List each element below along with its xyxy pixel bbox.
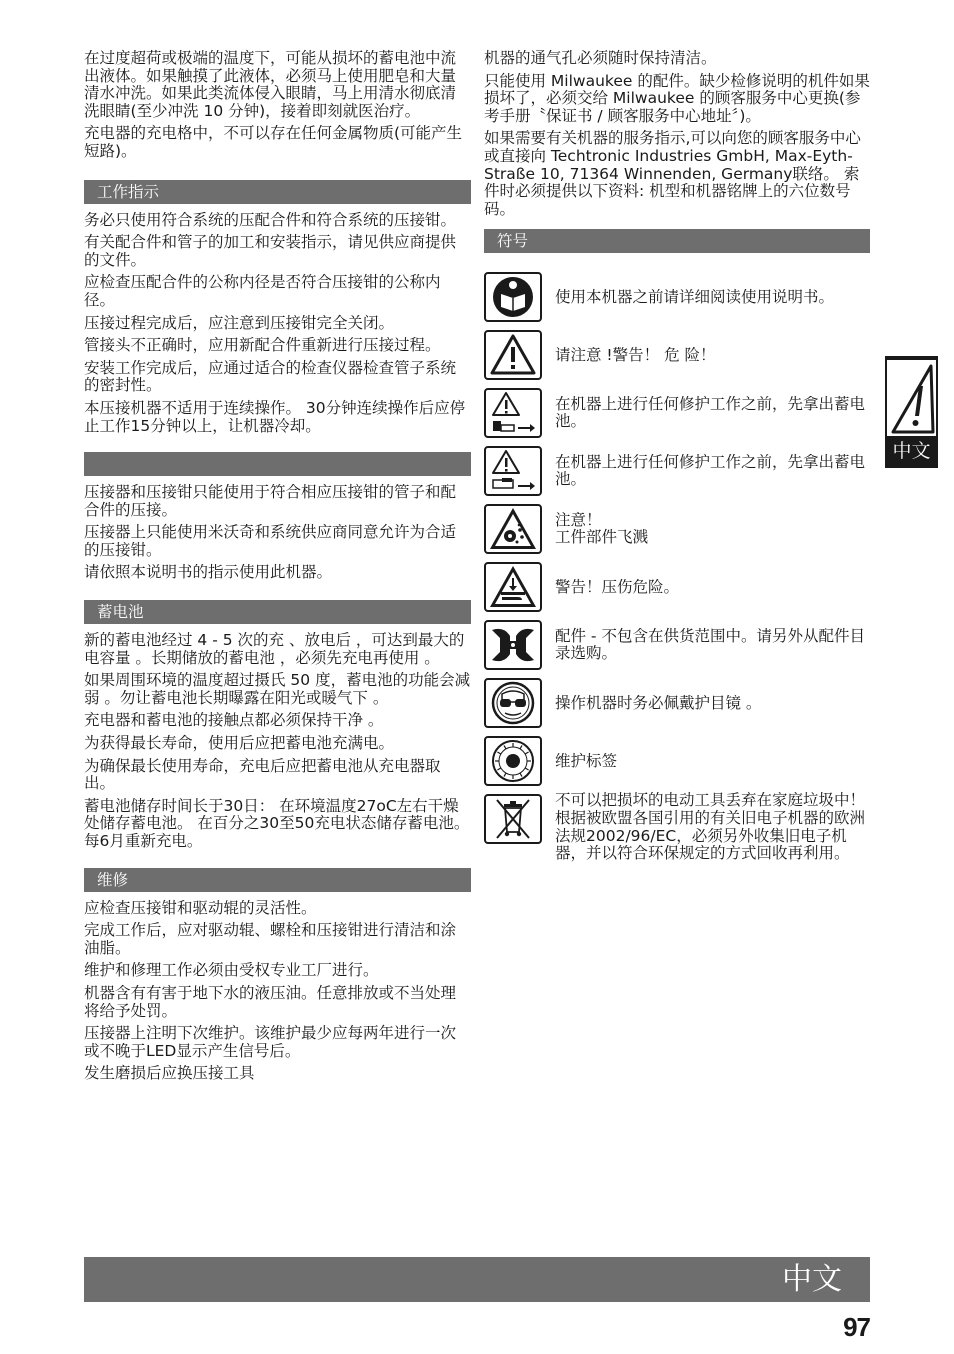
paragraph: 在过度超荷或极端的温度下，可能从损坏的蓄电池中流出液体。如果触摸了此液体，必须马上使用肥皂和大量清水冲洗。如果此类流体侵入眼睛，马上用清水彻底清洗眼睛(至少冲洗 10 分钟)，接着即刻就医治疗。 (84, 49, 457, 120)
paragraph: 如果需要有关机器的服务指示,可以向您的顾客服务中心或直接向 Techtronic Industries GmbH, Max-Eyth-Straße 10, 71364 Winnenden, Germany联络。 索件时必须提供以下资料: 机型和机器铭牌上的六位数号码。 (484, 129, 861, 218)
left-column (84, 50, 471, 1088)
page-number: 97 (843, 1312, 870, 1342)
paragraph: 如果周围环境的温度超过摄氏 50 度，蓄电池的功能会减弱 。勿让蓄电池长期曝露在阳光或暖气下 。 (84, 671, 471, 707)
paragraph: 压接器上只能使用米沃奇和系统供应商同意允许为合适的压接钳。 (84, 523, 457, 559)
paragraph: 应检查压接钳和驱动辊的灵活性。 (84, 898, 317, 917)
paragraph: 安装工作完成后，应通过适合的检查仪器检查管子系统的密封性。 (84, 358, 457, 395)
paragraph: 机器的通气孔必须随时保持清洁。 (484, 49, 717, 67)
paragraph: 蓄电池储存时间长于30日： 在环境温度27oC左右干燥处储存蓄电池。 在百分之30至50充电状态储存蓄电池。 每6月重新充电。 (84, 796, 470, 850)
section-header-battery: 蓄电池 (84, 600, 471, 624)
flying-parts-icon (484, 504, 542, 554)
symbol-row (484, 504, 870, 554)
symbol-text: 请注意 !警告！ 危 险！ (555, 345, 716, 364)
paragraph: 维护和修理工作必须由受权专业工厂进行。 (84, 961, 379, 980)
section-header-work-instructions: 工作指示 (84, 180, 471, 204)
paragraph: 只能使用 Milwaukee 的配件。缺少检修说明的机件如果损坏了，必须交给 Milwaukee 的顾客服务中心更换(参考手册〝保证书 / 顾客服务中心地址〞)。 (484, 71, 870, 125)
language-side-tab (885, 356, 938, 468)
accessory-icon (484, 620, 542, 670)
section-header-symbols: 符号 (484, 229, 870, 253)
maintenance-label-icon (484, 736, 542, 786)
safety-goggles-icon (484, 678, 542, 728)
symbol-text: 在机器上进行任何修护工作之前，先拿出蓄电池。 (555, 394, 866, 431)
paragraph: 为获得最长寿命，使用后应把蓄电池充满电。 (84, 734, 395, 753)
warning-triangle-icon (887, 360, 936, 436)
symbol-row (484, 620, 870, 670)
paragraph: 为确保最长使用寿命，充电后应把蓄电池从充电器取出。 (84, 756, 441, 793)
paragraph: 完成工作后，应对驱动辊、螺栓和压接钳进行清洁和涂油脂。 (84, 921, 457, 957)
paragraph: 压接器和压接钳只能使用于符合相应压接钳的管子和配合件的压接。 (84, 483, 457, 519)
side-tab-warning-area (887, 360, 936, 436)
paragraph: 压接器上注明下次维护。该维护最少应每两年进行一次或不晚于LED显示产生信号后。 (84, 1024, 457, 1060)
warning-triangle-icon (484, 330, 542, 380)
paragraph: 机器含有有害于地下水的液压油。任意排放或不当处理将给予处罚。 (84, 983, 457, 1020)
symbol-row (484, 736, 870, 786)
symbol-row (484, 562, 870, 612)
crush-hazard-icon (484, 562, 542, 612)
section-header-blank (84, 452, 471, 476)
symbol-row (484, 330, 870, 380)
right-column (484, 50, 870, 871)
symbol-text: 操作机器时务必佩戴护目镜 。 (555, 693, 762, 712)
side-tab-label: 中文 (892, 440, 931, 462)
remove-battery-icon-2 (484, 446, 542, 496)
remove-battery-icon (484, 388, 542, 438)
paragraph: 发生磨损后应换压接工具 (84, 1064, 255, 1083)
footer-language-bar (84, 1257, 870, 1302)
symbol-row (484, 791, 870, 863)
symbol-text: 配件 - 不包含在供货范围中。请另外从配件目录选购。 (555, 626, 865, 663)
section-header-maintenance: 维修 (84, 868, 471, 892)
symbol-row (484, 388, 870, 438)
symbol-row (484, 272, 870, 322)
symbol-text: 在机器上进行任何修护工作之前，先拿出蓄电池。 (555, 452, 866, 489)
paragraph: 充电器的充电格中，不可以存在任何金属物质(可能产生短路)。 (84, 124, 463, 160)
symbol-text: 维护标签 (555, 751, 618, 770)
symbol-row (484, 678, 870, 728)
paragraph: 管接头不正确时，应用新配合件重新进行压接过程。 (84, 336, 441, 355)
read-manual-icon (484, 272, 542, 322)
symbol-text: 警告！压伤危险。 (555, 577, 680, 596)
symbol-row (484, 446, 870, 496)
paragraph: 应检查压配合件的公称内径是否符合压接钳的公称内径。 (84, 273, 441, 309)
paragraph: 压接过程完成后，应注意到压接钳完全关闭。 (84, 313, 395, 332)
paragraph: 充电器和蓄电池的接触点都必须保持干净 。 (84, 711, 384, 730)
symbol-text: 使用本机器之前请详细阅读使用说明书。 (555, 287, 835, 306)
paragraph: 本压接机器不适用于连续操作。 30分钟连续操作后应停止工作15分钟以上，让机器冷却。 (84, 398, 466, 435)
symbol-text: 注意！ 工件部件飞溅 (555, 510, 649, 547)
weee-bin-icon (484, 794, 542, 844)
paragraph: 新的蓄电池经过 4 - 5 次的充 、放电后 ，可达到最大的电容量 。长期储放的蓄电池 ，必须先充电再使用 。 (84, 631, 465, 667)
paragraph: 务必只使用符合系统的压配合件和符合系统的压接钳。 (84, 210, 457, 229)
paragraph: 请依照本说明书的指示使用此机器。 (84, 563, 333, 582)
paragraph: 有关配合件和管子的加工和安装指示，请见供应商提供的文件。 (84, 233, 457, 269)
symbol-text: 不可以把损坏的电动工具丢弃在家庭垃圾中！根据被欧盟各国引用的有关旧电子机器的欧洲法规2002/96/EC，必须另外收集旧电子机器，并以符合环保规定的方式回收再利用。 (555, 791, 866, 863)
footer-language-label: 中文 (782, 1262, 842, 1297)
